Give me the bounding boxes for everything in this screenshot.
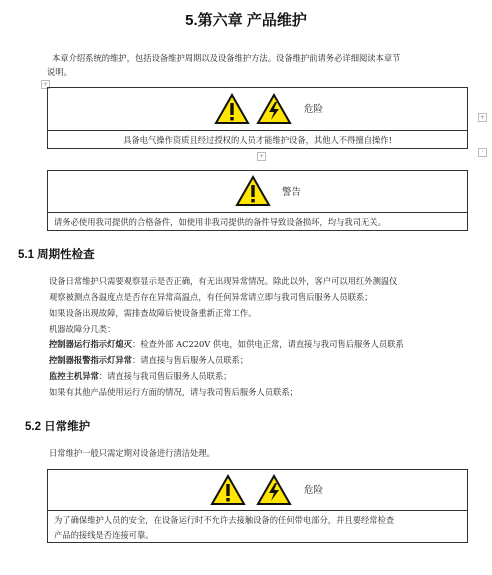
danger-text-2-line1: 为了确保维护人员的安全，在设备运行时不允许去接触设备的任何带电部分，并且要经常检查 <box>54 515 395 525</box>
fault-item-3-title: 监控主机异常 <box>49 371 99 381</box>
section-5-1-heading: 5.1 周期性检查 <box>18 249 95 261</box>
section-5-1-p2: 如果设备出现故障，需排查故障后使设备重新正常工作。 <box>49 308 257 318</box>
fault-item-2-text: ：请直接与售后服务人员联系； <box>131 355 249 365</box>
danger-box-2 <box>47 469 468 543</box>
fault-item-2 <box>49 354 248 368</box>
section-5-1-p3: 机器故障分几类： <box>49 324 116 334</box>
section-5-1-p1-line1: 设备日常维护只需要观察显示是否正确，有无出现异常情况。除此以外，客户可以用红外测温仪 <box>49 276 398 286</box>
warning-label: 警告 <box>282 187 302 198</box>
exclamation-icon <box>210 474 246 506</box>
exclamation-icon <box>235 175 271 207</box>
fault-item-1-text: ：检查外部 AC220V 供电，如供电正常，请直接与我司售后服务人员联系 <box>131 339 404 349</box>
section-5-1-p4: 如果有其他产品使用运行方面的情况，请与我司售后服务人员联系； <box>49 387 298 397</box>
high-voltage-icon <box>256 474 292 506</box>
chapter-title: 5.第六章 产品维护 <box>185 12 307 29</box>
section-5-2-heading: 5.2 日常维护 <box>25 421 91 433</box>
warning-box <box>47 170 468 231</box>
add-column-icon: + <box>258 153 265 160</box>
exclamation-icon <box>214 93 250 125</box>
intro-line-2: 说明。 <box>47 67 72 77</box>
warning-text: 请务必使用我司提供的合格备件，如使用非我司提供的备件导致设备损坏，均与我司无关。 <box>54 217 386 227</box>
fault-item-3-text: ：请直接与我司售后服务人员联系； <box>98 371 232 381</box>
danger-label-2: 危险 <box>304 485 324 496</box>
fault-item-2-title: 控制器报警指示灯异常 <box>49 355 132 365</box>
section-5-2-p1: 日常维护一般只需定期对设备进行清洁处理。 <box>49 448 215 458</box>
resize-handle-icon: · <box>478 148 487 157</box>
danger-box-1 <box>47 87 468 149</box>
fault-item-1-title: 控制器运行指示灯熄灭 <box>49 339 132 349</box>
fault-item-3 <box>49 370 232 384</box>
add-row-icon: + <box>479 114 486 121</box>
danger-label-1: 危险 <box>304 104 324 115</box>
table-anchor-icon: + <box>42 81 49 88</box>
fault-item-1 <box>49 338 404 352</box>
high-voltage-icon <box>256 93 292 125</box>
section-5-1-p1-line2: 观察被测点各温度点是否存在异常高温点，有任何异常请立即与我司售后服务人员联系； <box>49 292 373 302</box>
intro-line-1: 本章介绍系统的维护，包括设备维护周期以及设备维护方法。设备维护前请务必详细阅读本章节 <box>52 53 401 63</box>
danger-text-1: 具备电气操作资质且经过授权的人员才能维护设备，其他人不得擅自操作! <box>123 135 392 145</box>
danger-text-2-line2: 产品的接线是否连接可靠。 <box>54 530 154 540</box>
